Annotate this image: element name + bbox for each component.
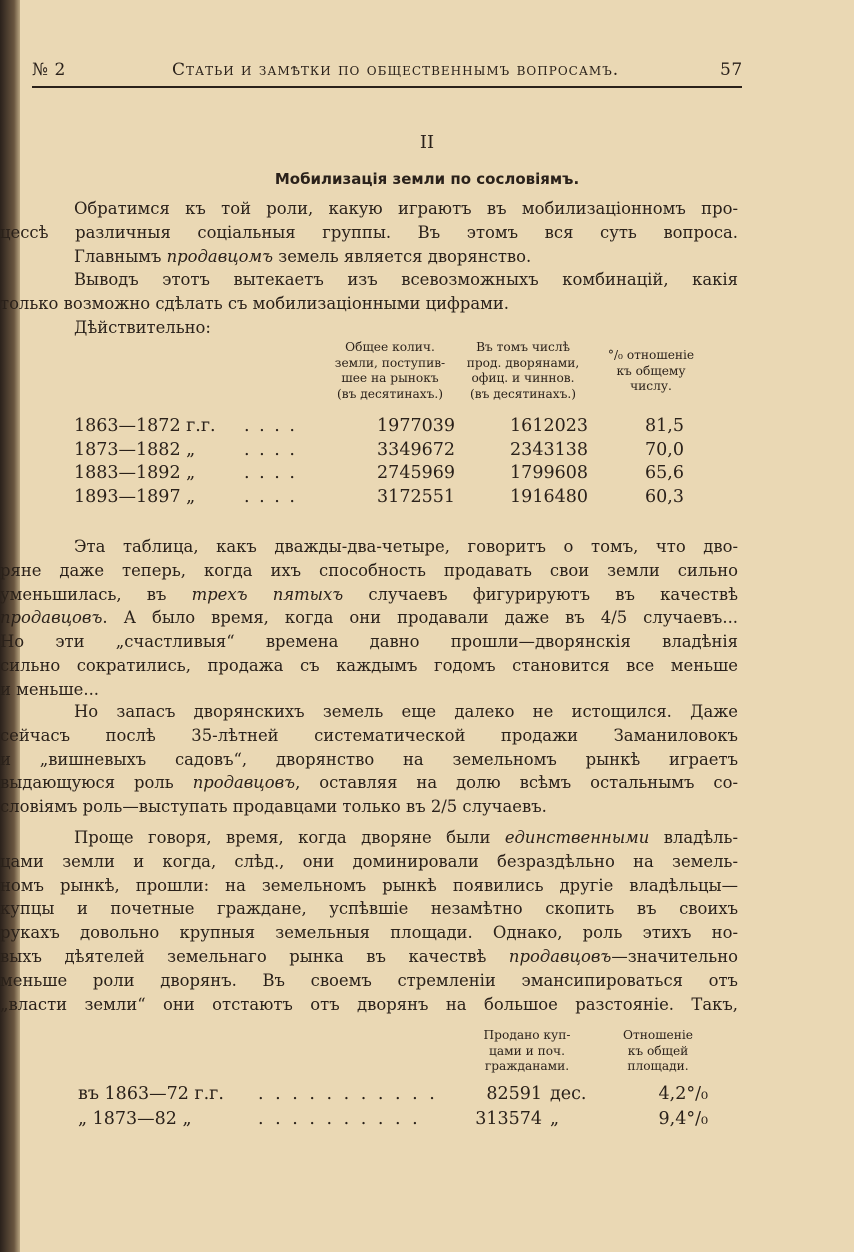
period-cell: 1893—1897 „ [74,486,196,507]
paragraph-2 [0,535,738,702]
leader-dots: . . . . . . . . . . . [258,1084,438,1104]
period-cell: 1863—1872 г.г. [74,416,216,436]
unit-cell: дес. [550,1084,587,1104]
table1-header-nobles: Въ томъ числѣ прод. дворянами, офиц. и чиннов. (въ десятинахъ.) [466,340,580,401]
table-row [74,487,754,511]
text-line: Эта таблица, какъ дважды-два-четыре, говоритъ о томъ, что дво- [74,537,738,556]
page-number: 57 [720,60,743,80]
text-line: выхъ дѣятелей земельнаго рынка въ качествѣ продавцовъ—значительно [0,946,738,966]
text-line: меньше роли дворянъ. Въ своемъ стремленіи эмансипироваться отъ [0,970,738,990]
period-cell: 1883—1892 „ [74,463,196,483]
paragraph-4 [0,826,738,1016]
percent-cell: 65,6 [645,463,684,483]
period-cell: „ 1873—82 „ [78,1109,192,1129]
total-cell: 3172551 [377,486,455,507]
table2-header-ratio: Отношеніе къ общей площади. [623,1028,693,1074]
text-line: продавцовъ. А было время, когда они продавали даже въ 4/5 случаевъ... [0,608,738,628]
text-line: уменьшилась, въ трехъ пятыхъ случаевъ фигурируютъ въ качествѣ [0,584,738,604]
leader-dots: . . . . [244,463,297,483]
text-line: Главнымъ продавцомъ земель является дворянство. [74,246,532,266]
total-cell: 3349672 [377,439,455,460]
table1-header-percent: °/₀ отношеніе къ общему числу. [607,348,695,394]
leader-dots: . . . . [244,439,297,460]
table-row [78,1084,758,1108]
percent-cell: 81,5 [645,416,684,436]
nobles-cell: 1916480 [510,486,588,507]
table2-header-sold: Продано куп- цами и поч. гражданами. [483,1028,571,1074]
paragraph-3 [0,700,738,819]
table-row [74,416,754,440]
nobles-cell: 2343138 [510,439,588,460]
total-cell: 1977039 [377,416,455,436]
percent-cell: 9,4°/₀ [658,1109,708,1129]
unit-cell: „ [550,1109,560,1129]
running-title: Статьи и замѣтки по общественнымъ вопросамъ. [172,60,620,80]
leader-dots: . . . . . . . . . . [258,1109,421,1129]
text-line: Но запасъ дворянскихъ земель еще далеко не истощился. Даже [74,702,738,721]
table-row [78,1109,758,1133]
text-line: сильно сократились, продажа съ каждымъ годомъ становится все меньше [0,655,738,675]
text-line: Выводъ этотъ вытекаетъ изъ всевозможныхъ комбинацій, какія [74,270,738,290]
value-cell: 82591 [486,1084,542,1104]
text-line: Проще говоря, время, когда дворяне были единственными владѣль- [74,828,738,847]
percent-cell: 70,0 [645,439,684,460]
section-number: II [419,132,435,153]
issue-number: № 2 [32,60,66,80]
table-row [74,440,754,464]
value-cell: 313574 [475,1109,542,1129]
percent-cell: 60,3 [645,486,684,507]
text-line: сейчасъ послѣ 35-лѣтней систематической продажи Заманиловокъ [0,725,738,745]
intro-continued [0,197,738,340]
leader-dots: . . . . [244,416,297,436]
text-line: цессѣ различныя соціальныя группы. Въ этомъ вся суть вопроса. [0,222,738,242]
text-line: Обратимся къ той роли, какую играютъ въ мобилизаціонномъ про- [74,199,738,218]
text-line: словіямъ роль—выступать продавцами только въ 2/5 случаевъ. [0,797,547,817]
text-line: ряне даже теперь, когда ихъ способность продавать свои земли сильно [0,560,738,580]
text-line: и меньше... [0,679,100,699]
table-row [74,463,754,487]
text-line: Но эти „счастливыя“ времена давно прошли—дворянскія владѣнія [0,632,738,652]
text-line: цами земли и когда, слѣд., они доминировали безраздѣльно на земель- [0,851,738,871]
text-line: Дѣйствительно: [74,317,211,337]
text-line: номъ рынкѣ, прошли: на земельномъ рынкѣ появились другіе владѣльцы— [0,875,738,895]
total-cell: 2745969 [377,463,455,483]
leader-dots: . . . . [244,486,297,507]
text-line: рукахъ довольно крупныя земельныя площади. Однако, роль этихъ но- [0,923,738,943]
text-line: и „вишневыхъ садовъ“, дворянство на земельномъ рынкѣ играетъ [0,749,738,769]
text-line: „власти земли“ они отстаютъ отъ дворянъ на большое разстояніе. Такъ, [0,994,738,1014]
table1-header-total: Общее колич. земли, поступив- шее на рынокъ (въ десятинахъ.) [334,340,446,401]
period-cell: 1873—1882 „ [74,439,196,460]
section-title: Мобилизація земли по сословіямъ. [274,170,580,188]
header-rule [32,86,742,88]
percent-cell: 4,2°/₀ [658,1084,708,1104]
text-line: только возможно сдѣлать съ мобилизаціонными цифрами. [0,294,510,314]
nobles-cell: 1612023 [510,416,588,436]
period-cell: въ 1863—72 г.г. [78,1084,224,1104]
nobles-cell: 1799608 [510,463,588,483]
text-line: купцы и почетные граждане, успѣвшіе незамѣтно скопить въ своихъ [0,899,738,919]
text-line: выдающуюся роль продавцовъ, оставляя на долю всѣмъ остальнымъ со- [0,773,738,793]
